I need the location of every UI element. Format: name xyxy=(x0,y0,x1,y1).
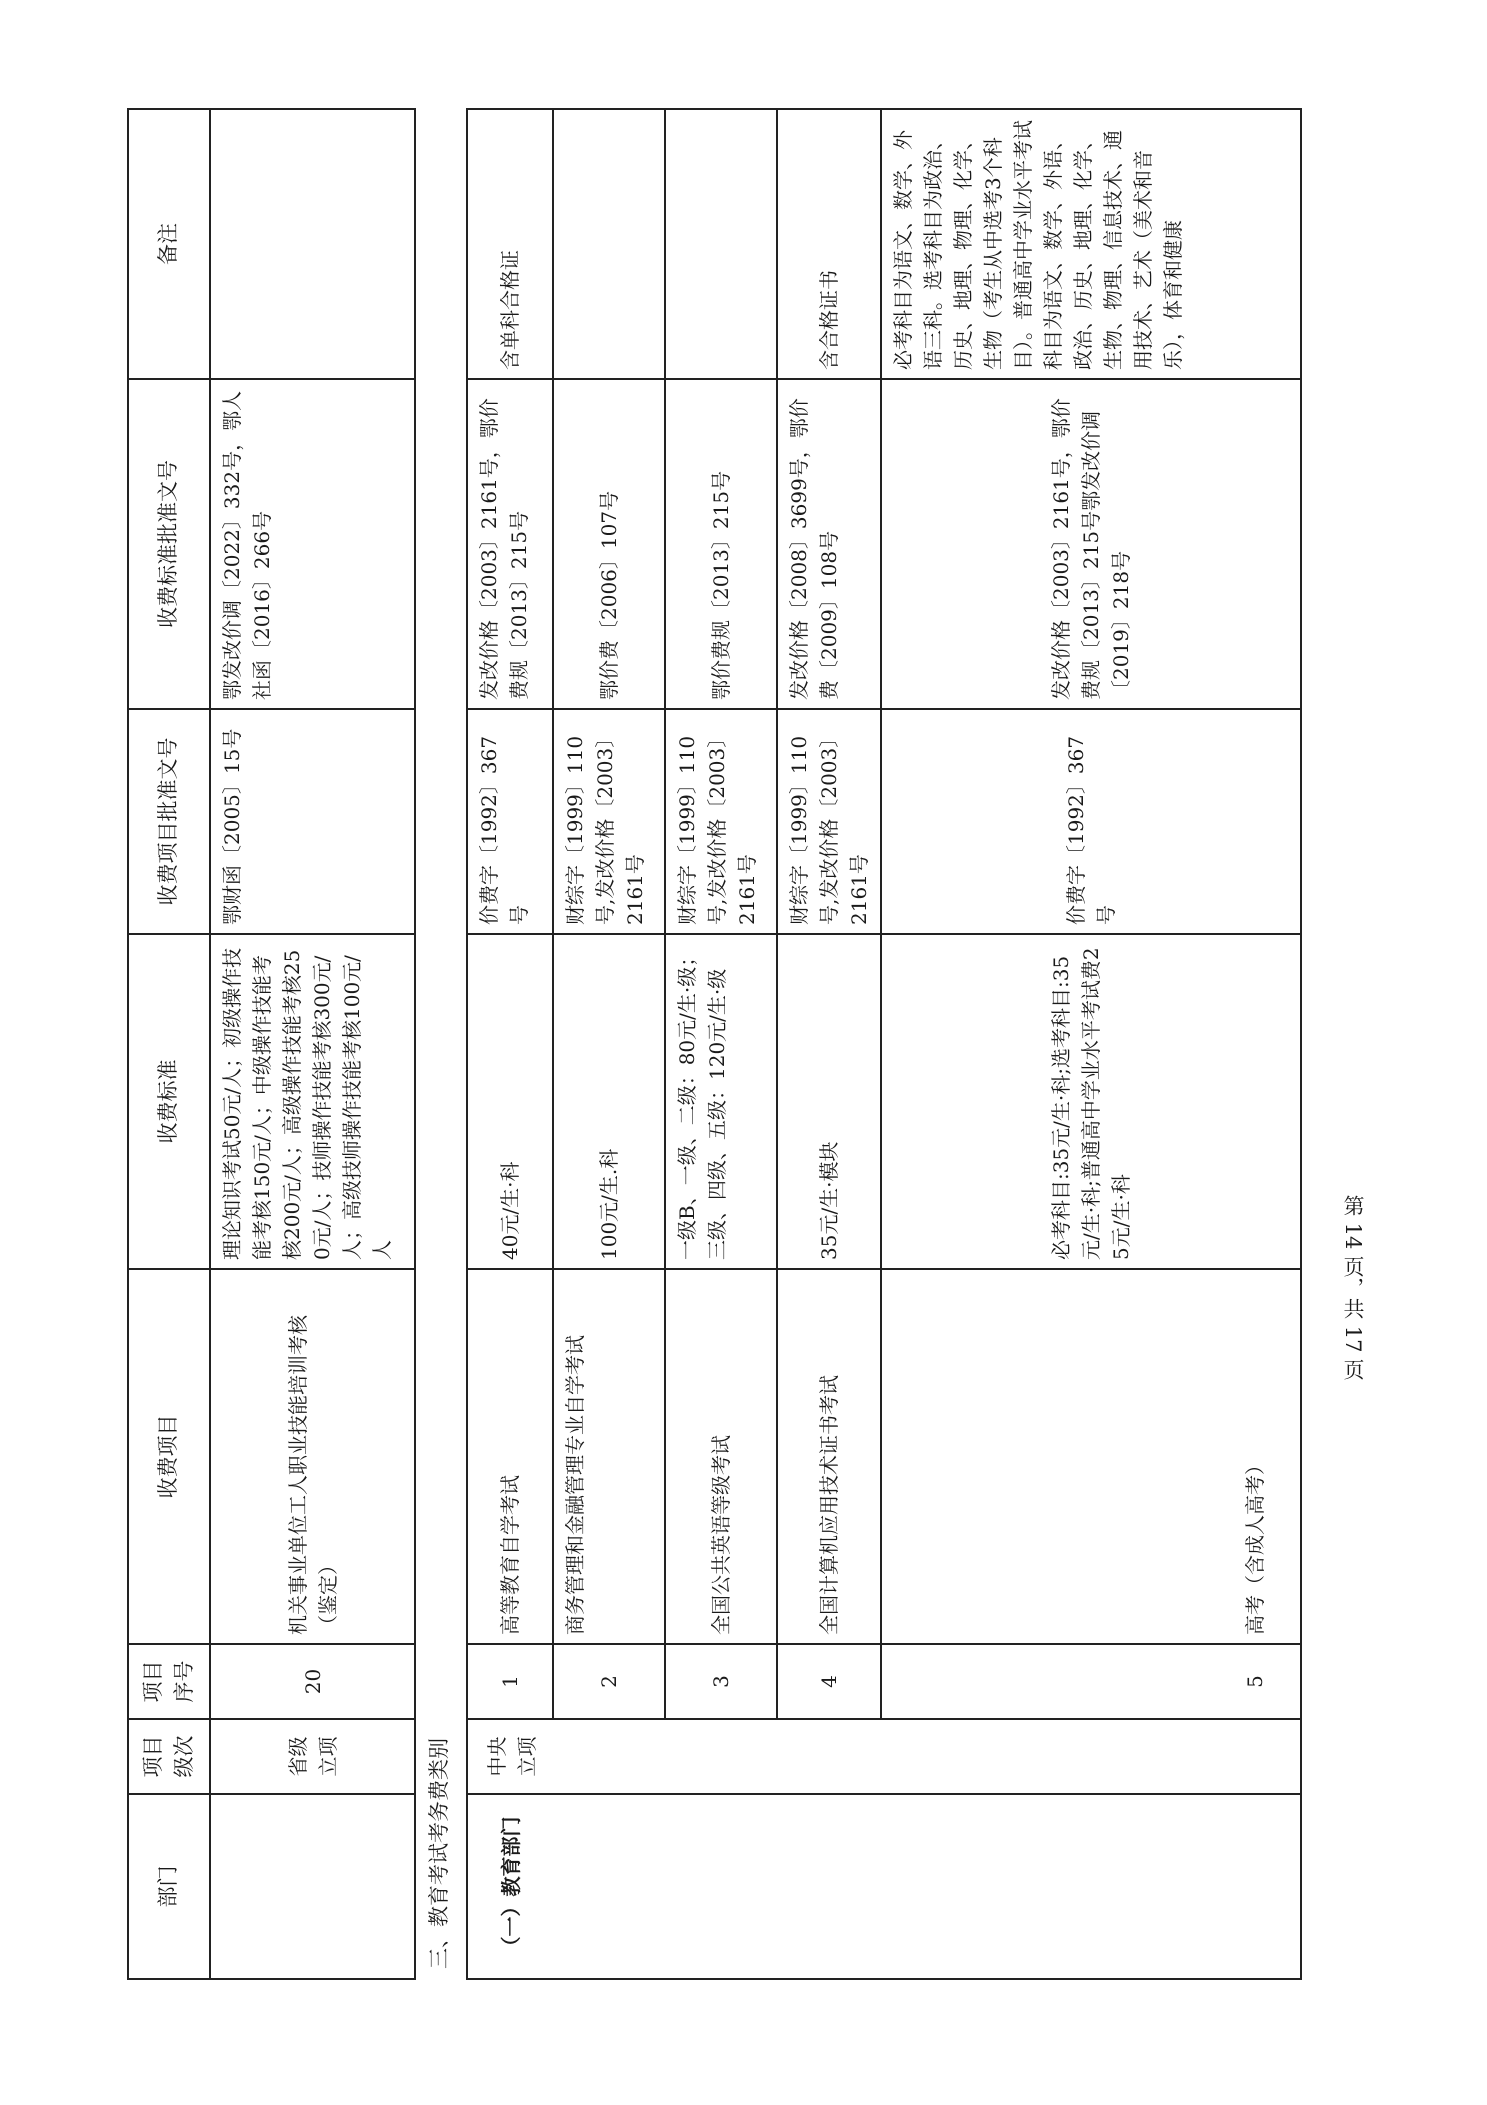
cell-std-approval: 鄂价费〔2006〕107号 xyxy=(553,379,665,709)
header-row xyxy=(128,109,210,1979)
cell-note: 含合格证书 xyxy=(777,109,881,379)
cell-item: 商务管理和金融管理专业自学考试 xyxy=(553,1269,665,1644)
cell-approval: 财综字〔1999〕110号,发改价格〔2003〕2161号 xyxy=(553,709,665,934)
cell-standard: 必考科目:35元/生·科;选考科目:35元/生·科;普通高中学业水平考试费25元/生·科 xyxy=(881,934,1301,1269)
cell-standard: 35元/生·模块 xyxy=(777,934,881,1269)
cell-note: 必考科目为语文、数学、外语三科。选考科目为政治、历史、地理、物理、化学、生物（考生从中选考3个科目）。普通高中学业水平考试科目为语文、数学、外语、政治、历史、地理、化学、生物、物理、信息技术、通用技术、艺术（美术和音乐），体育和健康 xyxy=(881,109,1301,379)
table-row-2 xyxy=(553,109,665,1979)
cell-approval: 鄂财函〔2005〕15号 xyxy=(210,709,415,934)
cell-level-central: 中央立项 xyxy=(467,1719,1301,1794)
cell-approval: 财综字〔1999〕110号,发改价格〔2003〕2161号 xyxy=(665,709,777,934)
table-row-4 xyxy=(777,109,881,1979)
section-row xyxy=(415,109,467,1979)
section-title: 三、教育考试考务费类别 xyxy=(415,109,467,1979)
table-row-3 xyxy=(665,109,777,1979)
table-row-1 xyxy=(467,109,553,1979)
table-row-5 xyxy=(881,109,1301,1979)
cell-standard: 一级B、一级、二级：80元/生·级；三级、四级、五级：120元/生·级 xyxy=(665,934,777,1269)
cell-note xyxy=(553,109,665,379)
fee-table xyxy=(127,108,1302,1980)
cell-standard: 100元/生.科 xyxy=(553,934,665,1269)
cell-std-approval: 发改价格〔2003〕2161号，鄂价费规〔2013〕215号 xyxy=(467,379,553,709)
cell-level: 省级立项 xyxy=(210,1719,415,1794)
cell-item: 高等教育自学考试 xyxy=(467,1269,553,1644)
header-item: 收费项目 xyxy=(128,1269,210,1644)
cell-item: 全国计算机应用技术证书考试 xyxy=(777,1269,881,1644)
table-row-20 xyxy=(210,109,415,1979)
header-no: 项目序号 xyxy=(128,1644,210,1719)
rotated-table-wrapper xyxy=(127,110,1417,1980)
page-footer: 第 14 页，共 17 页 xyxy=(1341,1195,1365,1381)
cell-item: 机关事业单位工人职业技能培训考核（鉴定） xyxy=(210,1269,415,1644)
cell-standard: 40元/生·科 xyxy=(467,934,553,1269)
cell-approval: 价费字〔1992〕367号 xyxy=(881,709,1301,934)
cell-std-approval: 发改价格〔2008〕3699号，鄂价费〔2009〕108号 xyxy=(777,379,881,709)
cell-no: 20 xyxy=(210,1644,415,1719)
header-level: 项目级次 xyxy=(128,1719,210,1794)
cell-no: 1 xyxy=(467,1644,553,1719)
cell-approval: 财综字〔1999〕110号,发改价格〔2003〕2161号 xyxy=(777,709,881,934)
header-standard: 收费标准 xyxy=(128,934,210,1269)
cell-note xyxy=(665,109,777,379)
cell-no: 2 xyxy=(553,1644,665,1719)
cell-no: 3 xyxy=(665,1644,777,1719)
header-note: 备注 xyxy=(128,109,210,379)
cell-approval: 价费字〔1992〕367号 xyxy=(467,709,553,934)
cell-no: 5 xyxy=(881,1644,1301,1719)
cell-note: 含单科合格证 xyxy=(467,109,553,379)
header-approval: 收费项目批准文号 xyxy=(128,709,210,934)
cell-standard: 理论知识考试50元/人；初级操作技能考核150元/人；中级操作技能考核200元/人；高级操作技能考核250元/人；技师操作技能考核300元/人；高级技师操作技能考核100元/人 xyxy=(210,934,415,1269)
header-dept: 部门 xyxy=(128,1794,210,1979)
cell-note xyxy=(210,109,415,379)
cell-dept-education: （一）教育部门 xyxy=(467,1794,1301,1979)
cell-std-approval: 鄂价费规〔2013〕215号 xyxy=(665,379,777,709)
header-std-approval: 收费标准批准文号 xyxy=(128,379,210,709)
cell-std-approval: 发改价格〔2003〕2161号，鄂价费规〔2013〕215号鄂发改价调〔2019〕218号 xyxy=(881,379,1301,709)
cell-std-approval: 鄂发改价调〔2022〕332号，鄂人社函〔2016〕266号 xyxy=(210,379,415,709)
cell-no: 4 xyxy=(777,1644,881,1719)
cell-dept xyxy=(210,1794,415,1979)
cell-item: 高考（含成人高考） xyxy=(881,1269,1301,1644)
cell-item: 全国公共英语等级考试 xyxy=(665,1269,777,1644)
